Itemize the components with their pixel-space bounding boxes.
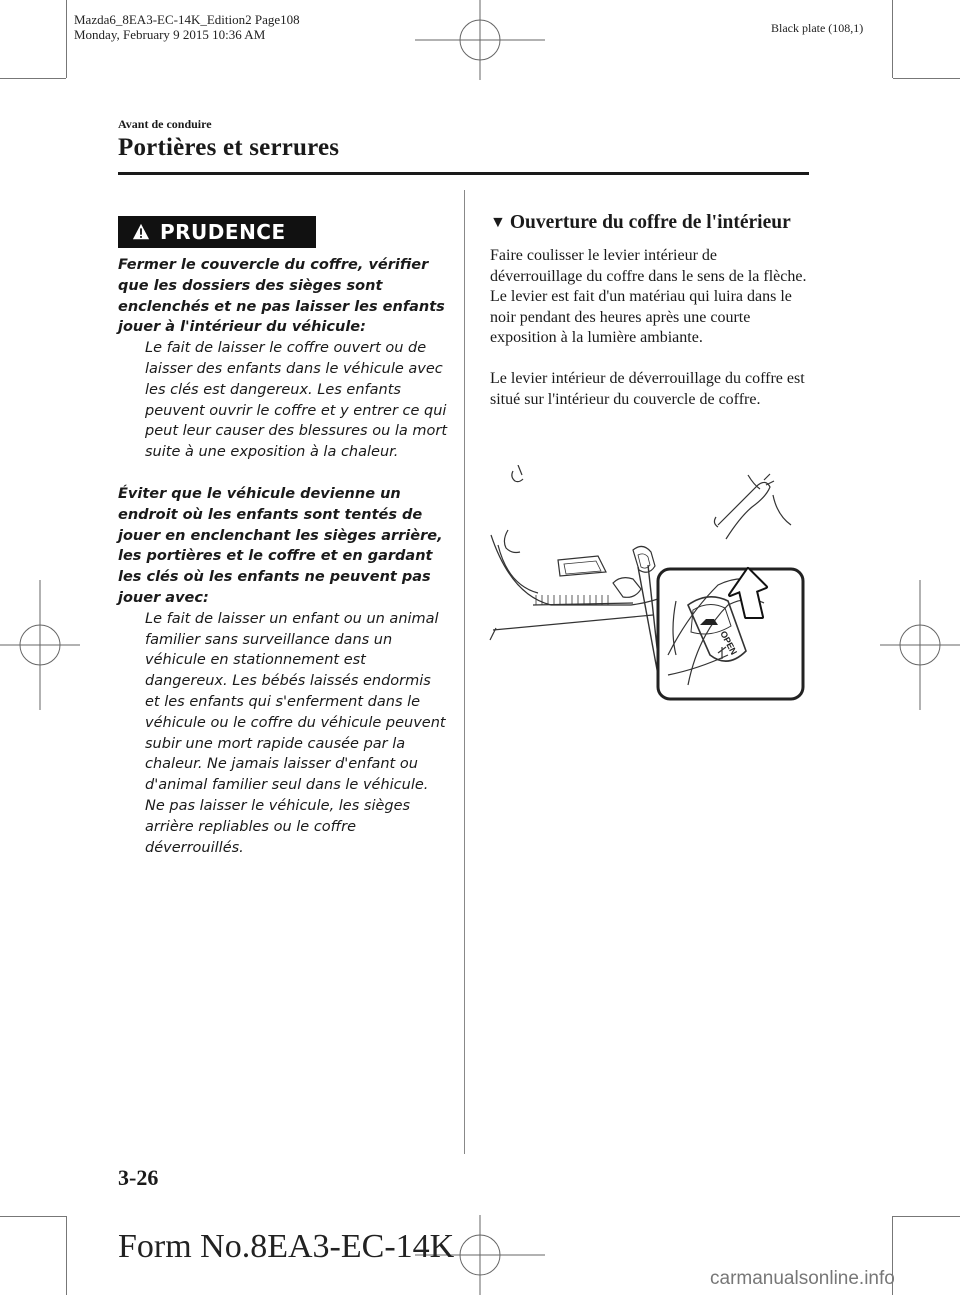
crop-mark [893, 1216, 960, 1217]
warning-detail-2: Le fait de laisser un enfant ou un animal familier sans surveillance dans un véhicule en stationnement est dangereux. Les bébés laissés endormis et les enfants qui s'enferment dans le véhicule ou le coffre du véhicule peuvent subir une mort rapide causée par la chaleur. Ne jamais laisser d'enfant ou d'animal familier seul dans le véhicule. Ne pas laisser le véhicule, les sièges arrière repliables ou le coffre déverrouillés. [145, 610, 446, 856]
crop-mark [892, 0, 893, 78]
warning-badge [118, 216, 316, 248]
section-heading-text: Ouverture du coffre de l'intérieur [509, 212, 791, 233]
crop-mark [0, 78, 66, 79]
warning-detail-1: Le fait de laisser le coffre ouvert ou de laisser des enfants dans le véhicule avec les clés est dangereux. Les enfants peuvent ouvrir le coffre et y entrer ce qui peut leur causer des blessures ou la mort suite à une exposition à la chaleur. [145, 340, 448, 461]
warning-lead-1: Fermer le couvercle du coffre, vérifier que les dossiers des sièges sont enclenchés et ne pas laisser les enfants jouer à l'intérieur du véhicule: [118, 257, 445, 336]
body-paragraph-2: Le levier intérieur de déverrouillage du coffre est situé sur l'intérieur du couvercle de coffre. [490, 369, 805, 408]
page-title: Portières et serrures [118, 134, 340, 161]
warning-triangle-icon [132, 223, 150, 241]
watermark: carmanualsonline.info [710, 1268, 895, 1289]
column-divider [464, 190, 465, 1154]
print-file-line: Mazda6_8EA3-EC-14K_Edition2 Page108 [74, 12, 300, 27]
form-number: Form No.8EA3-EC-14K [118, 1228, 455, 1265]
registration-target-top [415, 0, 545, 80]
lever-open-label: OPEN [718, 629, 740, 657]
section-heading [490, 212, 791, 234]
page-number: 3-26 [118, 1165, 159, 1190]
registration-target-right [880, 580, 960, 710]
warning-badge-label: PRUDENCE [160, 220, 286, 244]
crop-mark [66, 1216, 67, 1295]
plate-label: Black plate (108,1) [771, 21, 864, 35]
crop-mark [0, 1216, 66, 1217]
print-info [74, 12, 300, 42]
crop-mark [893, 78, 960, 79]
triangle-marker-icon: ▼ [490, 214, 506, 231]
warning-lead-2: Éviter que le véhicule devienne un endroit où les enfants sont tentés de jouer en enclenchant les sièges arrière, les portières et le coffre et en gardant les clés où les enfants ne peuvent pas jouer avec: [118, 485, 443, 606]
crop-mark [66, 0, 67, 78]
trunk-lever-illustration [488, 465, 808, 705]
section-body [490, 246, 810, 410]
title-rule [118, 172, 809, 175]
section-label: Avant de conduire [118, 117, 212, 131]
registration-target-left [0, 580, 80, 710]
print-date-line: Monday, February 9 2015 10:36 AM [74, 27, 266, 42]
body-paragraph-1: Faire coulisser le levier intérieur de déverrouillage du coffre dans le sens de la flèche. Le levier est fait d'un matériau qui luira dans le noir pendant des heures après une courte exposition à la lumière ambiante. [490, 247, 807, 347]
warning-text [118, 255, 448, 858]
